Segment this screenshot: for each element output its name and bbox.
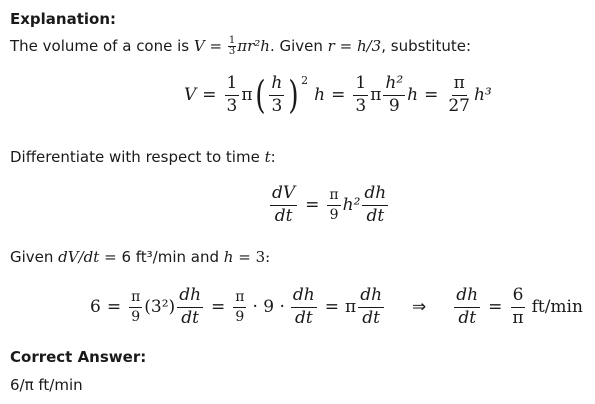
given-h-symbol: h xyxy=(223,248,234,266)
intro-text: The volume of a cone is xyxy=(10,37,194,55)
intro-line xyxy=(10,36,471,57)
differentiate-line xyxy=(10,148,276,166)
eq1-V: V xyxy=(184,85,197,106)
eq2-dt: dt xyxy=(274,205,293,226)
eq3-equals-2: = xyxy=(211,297,226,318)
eq1-h2-over-9 xyxy=(383,74,405,116)
eq1-pi-3: π xyxy=(452,74,467,96)
eq3-equals-4: = xyxy=(488,297,503,318)
eq1-exponent: 2 xyxy=(301,74,309,87)
eq1-27: 27 xyxy=(448,95,470,116)
fraction-numerator: 1 xyxy=(228,35,236,46)
eq3-six: 6 xyxy=(90,297,101,318)
eq1-h-factor: h xyxy=(314,85,326,106)
given-h-value: 3: xyxy=(255,248,271,266)
eq2-h-squared: h² xyxy=(342,195,361,216)
correct-answer-value: 6/π ft/min xyxy=(10,376,83,394)
eq3-equals: = xyxy=(106,297,122,318)
given-line xyxy=(10,248,270,266)
eq3-dt-4: dt xyxy=(458,307,477,328)
colon: : xyxy=(270,148,276,166)
eq1-h: h xyxy=(269,74,284,96)
derivative-equation xyxy=(268,184,390,226)
fraction-denominator: 3 xyxy=(228,46,236,57)
eq3-times-nine: · 9 · xyxy=(252,297,285,318)
eq3-dh-2: dh xyxy=(291,286,317,308)
eq2-dh: dh xyxy=(362,184,388,206)
eq3-pi: π xyxy=(129,289,142,307)
eq3-six-over-pi xyxy=(510,286,525,328)
given-equals: = xyxy=(104,248,117,266)
eq3-dh-dt-4 xyxy=(454,286,480,328)
eq1-pi: π xyxy=(241,85,253,106)
eq3-dt-3: dt xyxy=(362,307,380,328)
eq3-dh: dh xyxy=(177,286,203,308)
given-text: Given xyxy=(10,248,59,266)
one-third-fraction xyxy=(228,36,236,57)
eq1-pi-over-27 xyxy=(446,74,472,116)
eq3-dh-4: dh xyxy=(454,286,480,308)
explanation-heading: Explanation: xyxy=(10,10,117,28)
implies-arrow: ⇒ xyxy=(412,297,427,318)
eq3-pi-over-9-2 xyxy=(233,289,246,324)
correct-answer-heading: Correct Answer: xyxy=(10,348,147,366)
volume-substitution-equation xyxy=(184,74,492,116)
volume-symbol: V xyxy=(193,37,205,55)
and-text: and xyxy=(186,248,224,266)
given-text: . Given xyxy=(269,37,328,55)
eq1-equals-3: = xyxy=(424,85,439,106)
eq1-den: 3 xyxy=(226,95,238,116)
cone-formula-rest: πr²h xyxy=(237,37,270,55)
equals-sign: = xyxy=(339,37,353,55)
given-rate: dV/dt xyxy=(58,248,100,266)
eq3-pi-over-9 xyxy=(129,289,142,324)
eq3-unit: ft/min xyxy=(531,297,583,318)
eq3-dt: dt xyxy=(181,307,199,328)
eq2-dt-2: dt xyxy=(366,205,385,226)
eq1-h-factor-2: h xyxy=(407,85,419,106)
eq2-dh-dt xyxy=(362,184,388,226)
eq1-h-cubed: h³ xyxy=(473,85,492,106)
eq2-pi: π xyxy=(327,187,340,205)
eq2-pi-over-9 xyxy=(327,187,340,222)
eq1-equals: = xyxy=(202,85,217,106)
eq1-left-paren: ( xyxy=(254,73,266,118)
eq1-three: 3 xyxy=(271,95,283,116)
eq1-num-2: 1 xyxy=(353,74,368,96)
eq1-equals-2: = xyxy=(331,85,346,106)
eq3-nine-2: 9 xyxy=(235,308,245,325)
eq3-dt-2: dt xyxy=(294,307,313,328)
eq2-dV-dt xyxy=(270,184,297,226)
differentiate-text: Differentiate with respect to time xyxy=(10,148,265,166)
given-h-equals: = xyxy=(238,248,251,266)
eq3-dh-dt-2 xyxy=(291,286,317,328)
eq3-equals-3: = xyxy=(324,297,340,318)
eq1-one-third-2 xyxy=(353,74,368,116)
eq3-dh-dt xyxy=(177,286,203,328)
eq1-nine: 9 xyxy=(388,95,400,116)
eq1-right-paren: ) xyxy=(288,73,299,118)
given-rate-value: 6 ft³/min xyxy=(121,248,187,266)
radius-symbol: r xyxy=(327,37,335,55)
eq2-nine: 9 xyxy=(329,206,339,223)
eq2-dV: dV xyxy=(270,184,297,206)
eq1-den-2: 3 xyxy=(355,95,367,116)
eq1-pi-2: π xyxy=(370,85,382,106)
eq1-h-squared: h² xyxy=(383,74,405,96)
eq3-pi-2: π xyxy=(233,289,246,307)
eq1-one-third xyxy=(225,74,240,116)
radius-value: h/3 xyxy=(356,37,382,55)
eq3-six-2: 6 xyxy=(511,286,526,308)
substitute-text: , substitute: xyxy=(381,37,472,55)
eq2-equals: = xyxy=(305,195,320,216)
equals-sign: = xyxy=(209,37,223,55)
eq1-num: 1 xyxy=(225,74,240,96)
eq3-dh-3: dh xyxy=(358,286,384,308)
eq1-h-over-3 xyxy=(269,74,284,116)
eq3-paren: (3²) xyxy=(144,297,176,318)
time-variable: t xyxy=(264,148,271,166)
eq3-pi-4: π xyxy=(512,307,524,328)
eq3-nine: 9 xyxy=(131,308,141,325)
eq3-pi-3: π xyxy=(345,297,357,318)
eq3-dh-dt-3 xyxy=(358,286,384,328)
solve-equation xyxy=(90,286,583,328)
